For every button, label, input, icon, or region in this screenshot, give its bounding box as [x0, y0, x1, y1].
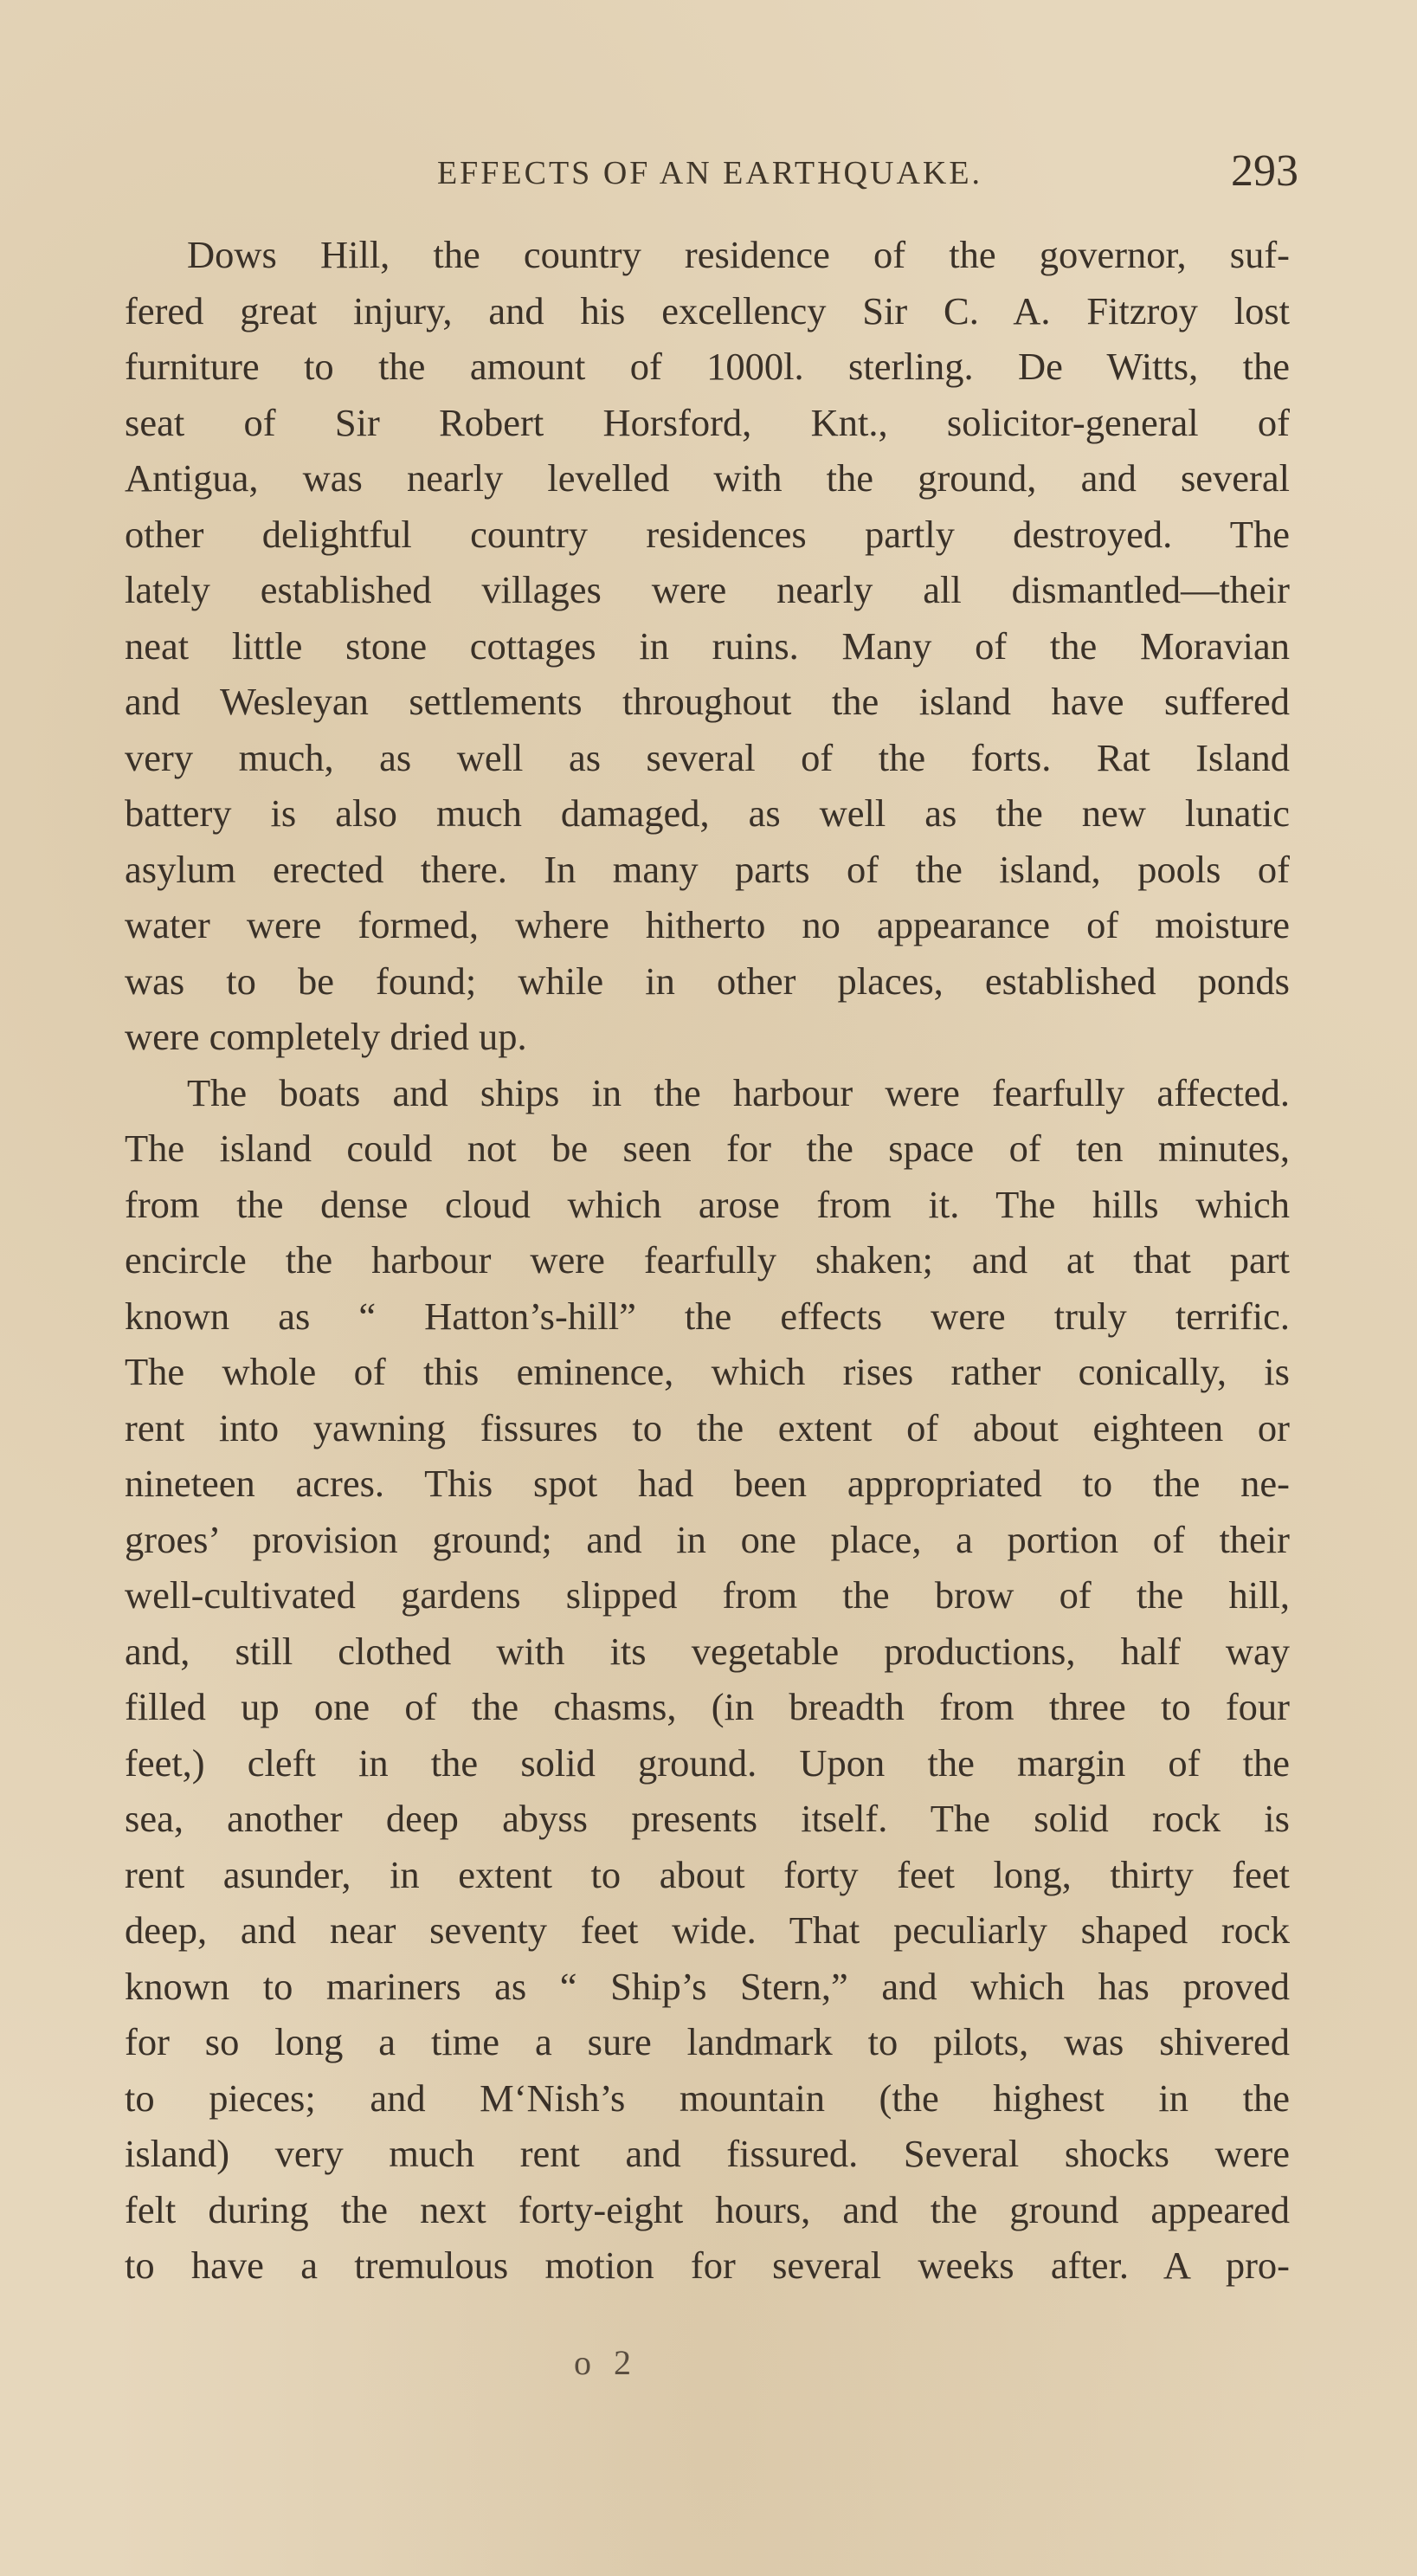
text-line: groes’ provision ground; and in one place, a portion of their	[125, 1517, 1290, 1561]
text-line: furniture to the amount of 1000l. sterling. De Witts, the	[125, 345, 1290, 388]
text-line: water were formed, where hitherto no appearance of moisture	[125, 903, 1290, 946]
text-line: for so long a time a sure landmark to pilots, was shivered	[125, 2020, 1290, 2063]
text-line: Antigua, was nearly levelled with the ground, and several	[125, 456, 1290, 500]
running-head	[121, 145, 1298, 206]
text-line: neat little stone cottages in ruins. Many of the Moravian	[125, 623, 1290, 668]
text-line: known to mariners as “ Ship’s Stern,” and which has proved	[125, 1964, 1290, 2008]
page-number: 293	[1231, 146, 1298, 196]
text-line: well-cultivated gardens slipped from the brow of the hill,	[125, 1573, 1290, 1617]
text-line: nineteen acres. This spot had been appropriated to the ne-	[125, 1462, 1290, 1505]
text-line: deep, and near seventy feet wide. That peculiarly shaped rock	[125, 1908, 1290, 1952]
running-title: EFFECTS OF AN EARTHQUAKE.	[436, 155, 983, 191]
text-line: The whole of this eminence, which rises rather conically, is	[125, 1350, 1290, 1393]
text-line: sea, another deep abyss presents itself. The solid rock is	[125, 1797, 1290, 1840]
text-line: filled up one of the chasms, (in breadth from three to four	[125, 1685, 1290, 1728]
text-line: were completely dried up.	[125, 1015, 527, 1058]
text-line: The island could not be seen for the space of ten minutes,	[125, 1127, 1290, 1170]
text-line: other delightful country residences partly destroyed. The	[125, 512, 1290, 556]
text-line: to pieces; and M‘Nish’s mountain (the highest in the	[125, 2076, 1290, 2120]
text-line: rent asunder, in extent to about forty feet long, thirty feet	[125, 1852, 1290, 1896]
text-line: feet,) cleft in the solid ground. Upon the margin of the	[125, 1740, 1290, 1785]
text-line: fered great injury, and his excellency Sir C. A. Fitzroy lost	[125, 288, 1290, 332]
body-text	[125, 227, 1290, 2294]
text-line: very much, as well as several of the forts. Rat Island	[125, 735, 1290, 779]
text-line: was to be found; while in other places, established ponds	[125, 959, 1290, 1003]
text-line: battery is also much damaged, as well as the new lunatic	[125, 791, 1290, 835]
text-line: and, still clothed with its vegetable productions, half way	[125, 1629, 1290, 1673]
text-line: to have a tremulous motion for several weeks after. A pro-	[125, 2244, 1290, 2287]
text-line: from the dense cloud which arose from it. The hills which	[125, 1182, 1290, 1226]
text-line: lately established villages were nearly all dismantled—their	[125, 568, 1290, 611]
text-line: The boats and ships in the harbour were fearfully affected.	[187, 1070, 1290, 1114]
signature-mark: o 2	[574, 2343, 638, 2382]
text-line: island) very much rent and fissured. Several shocks were	[125, 2132, 1290, 2175]
text-line: Dows Hill, the country residence of the governor, suf-	[187, 233, 1290, 276]
text-line: and Wesleyan settlements throughout the island have suffered	[125, 680, 1290, 723]
text-line: known as “ Hatton’s-hill” the effects were truly terrific.	[125, 1294, 1290, 1338]
text-line: asylum erected there. In many parts of the island, pools of	[125, 847, 1290, 891]
text-line: felt during the next forty-eight hours, and the ground appeared	[125, 2187, 1290, 2231]
text-line: rent into yawning fissures to the extent of about eighteen or	[125, 1405, 1290, 1449]
text-line: seat of Sir Robert Horsford, Knt., solicitor-general of	[125, 400, 1290, 444]
text-line: encircle the harbour were fearfully shaken; and at that part	[125, 1238, 1290, 1282]
